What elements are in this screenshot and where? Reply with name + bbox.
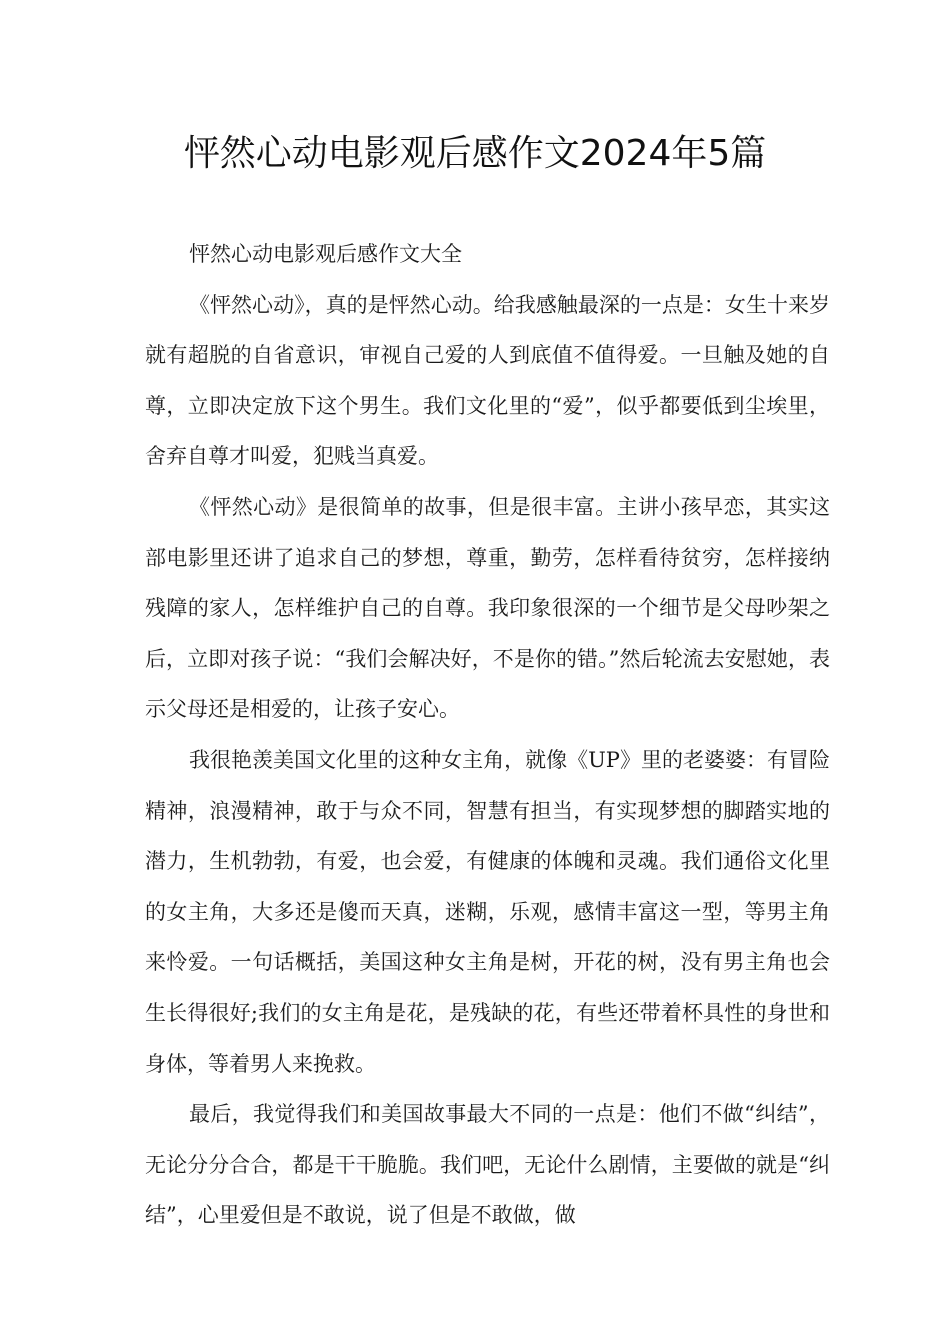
body-paragraph-1: 《怦然心动》，真的是怦然心动。给我感触最深的一点是：女生十来岁就有超脱的自省意识，审视自己爱的人到底值不值得爱。一旦触及她的自尊，立即决定放下这个男生。我们文化里的“爱”，似乎都要低到尘埃里，舍弃自尊才叫爱，犯贱当真爱。 [145, 292, 830, 469]
document-title: 怦然心动电影观后感作文2024年5篇 [183, 133, 767, 174]
document-body [145, 229, 830, 1241]
body-paragraph-3: 我很艳羡美国文化里的这种女主角，就像《UP》里的老婆婆：有冒险精神，浪漫精神，敢于与众不同，智慧有担当，有实现梦想的脚踏实地的潜力，生机勃勃，有爱，也会爱，有健康的体魄和灵魂。我们通俗文化里的女主角，大多还是傻而天真，迷糊，乐观，感情丰富这一型，等男主角来怜爱。一句话概括，美国这种女主角是树，开花的树，没有男主角也会生长得很好;我们的女主角是花，是残缺的花，有些还带着杯具性的身世和身体，等着男人来挽救。 [145, 747, 830, 1076]
body-paragraph-2: 《怦然心动》是很简单的故事，但是很丰富。主讲小孩早恋，其实这部电影里还讲了追求自己的梦想，尊重，勤劳，怎样看待贫穷，怎样接纳残障的家人，怎样维护自己的自尊。我印象很深的一个细节是父母吵架之后，立即对孩子说：“我们会解决好，不是你的错。”然后轮流去安慰她，表示父母还是相爱的，让孩子安心。 [145, 494, 830, 722]
body-paragraph-4: 最后，我觉得我们和美国故事最大不同的一点是：他们不做“纠结”，无论分分合合，都是干干脆脆。我们吧，无论什么剧情，主要做的就是“纠结”，心里爱但是不敢说，说了但是不敢做，做 [145, 1102, 830, 1228]
subtitle-paragraph: 怦然心动电影观后感作文大全 [189, 242, 462, 266]
